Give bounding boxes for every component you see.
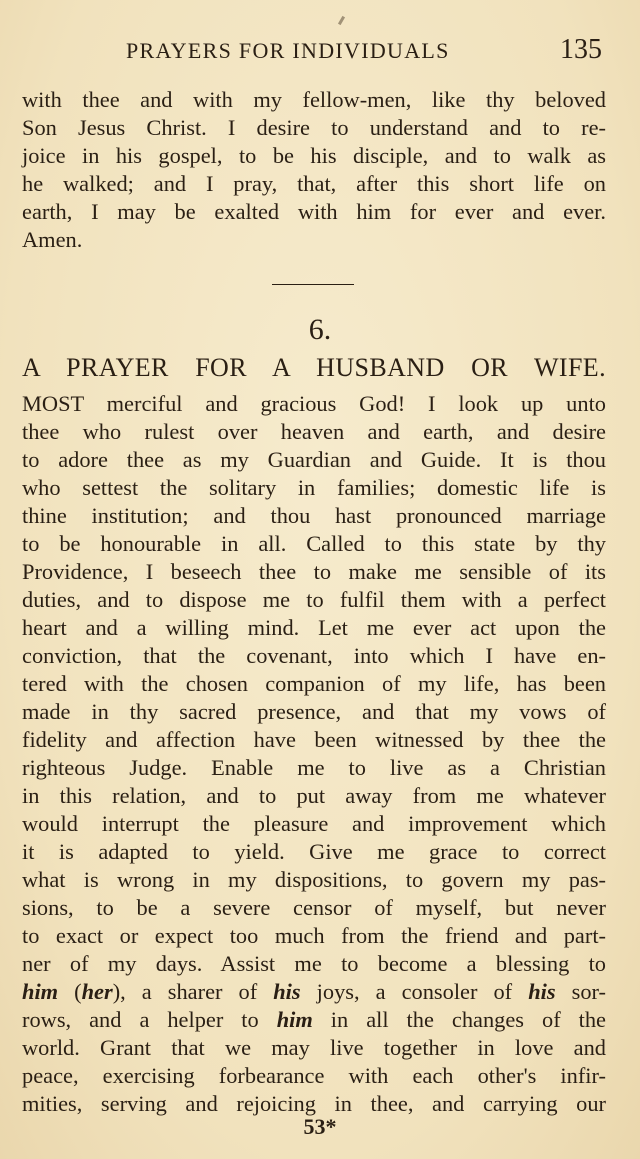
text-line: righteous Judge. Enable me to live as a Christian xyxy=(22,755,606,780)
page-header xyxy=(0,36,640,68)
text-line: it is adapted to yield. Give me grace to correct xyxy=(22,839,606,864)
text-line: in this relation, and to put away from me whatever xyxy=(22,783,606,808)
text-line: ner of my days. Assist me to become a blessing to xyxy=(22,951,606,976)
intro-paragraph xyxy=(22,86,606,254)
text-line: with thee and with my fellow-men, like thy beloved xyxy=(22,87,606,112)
text-line-italic-pronoun xyxy=(22,1006,606,1034)
text-line: world. Grant that we may live together in love and xyxy=(22,1035,606,1060)
text-run: in all the changes of the xyxy=(312,1007,606,1032)
italic-word: her xyxy=(81,979,113,1004)
text-run: sor- xyxy=(555,979,606,1004)
text-line: Providence, I beseech thee to make me sensible of its xyxy=(22,559,606,584)
text-line: thine institution; and thou hast pronounced marriage xyxy=(22,503,606,528)
text-line: sions, to be a severe censor of myself, but never xyxy=(22,895,606,920)
text-line: who settest the solitary in families; domestic life is xyxy=(22,475,606,500)
running-head: PRAYERS FOR INDIVIDUALS xyxy=(126,38,450,63)
text-run: ( xyxy=(58,979,82,1004)
text-line: duties, and to dispose me to fulfil them with a perfect xyxy=(22,587,606,612)
text-line-italic-pronouns xyxy=(22,978,606,1006)
signature-mark: 53* xyxy=(303,1114,337,1139)
text-line: what is wrong in my dispositions, to govern my pas- xyxy=(22,867,606,892)
text-line: thee who rulest over heaven and earth, and desire xyxy=(22,419,606,444)
text-line: mities, serving and rejoicing in thee, and carrying our xyxy=(22,1091,606,1116)
section-number: 6. xyxy=(308,313,332,346)
text-line: peace, exercising forbearance with each other's infir- xyxy=(22,1063,606,1088)
text-line: made in thy sacred presence, and that my vows of xyxy=(22,699,606,724)
text-run: rows, and a helper to xyxy=(22,1007,277,1032)
section-title: A PRAYER FOR A HUSBAND OR WIFE. xyxy=(22,353,606,382)
text-line: tered with the chosen companion of my life, has been xyxy=(22,671,606,696)
text-line: would interrupt the pleasure and improvement which xyxy=(22,811,606,836)
text-line: heart and a willing mind. Let me ever act upon the xyxy=(22,615,606,640)
text-run: ), a sharer of xyxy=(112,979,274,1004)
text-line: earth, I may be exalted with him for ever and ever. xyxy=(22,199,606,224)
italic-word: him xyxy=(22,979,59,1004)
text-line: fidelity and affection have been witnessed by thee the xyxy=(22,727,606,752)
ink-speck xyxy=(338,16,345,25)
text-line: to exact or expect too much from the friend and part- xyxy=(22,923,606,948)
italic-word: him xyxy=(276,1007,313,1032)
text-line: to be honourable in all. Called to this state by thy xyxy=(22,531,606,556)
text-line: joice in his gospel, to be his disciple, and to walk as xyxy=(22,143,606,168)
text-line: to adore thee as my Guardian and Guide. It is thou xyxy=(22,447,606,472)
prayer-paragraph xyxy=(22,390,606,1118)
text-line: Amen. xyxy=(22,227,83,252)
page-number: 135 xyxy=(560,34,602,65)
text-run: joys, a consoler of xyxy=(300,979,529,1004)
text-line: Son Jesus Christ. I desire to understand and to re- xyxy=(22,115,606,140)
text-line: he walked; and I pray, that, after this short life on xyxy=(22,171,606,196)
text-line: conviction, that the covenant, into which I have en- xyxy=(22,643,606,668)
italic-word: his xyxy=(273,979,301,1004)
italic-word: his xyxy=(528,979,556,1004)
text-line: MOST merciful and gracious God! I look up unto xyxy=(22,391,606,416)
section-divider xyxy=(272,284,354,285)
